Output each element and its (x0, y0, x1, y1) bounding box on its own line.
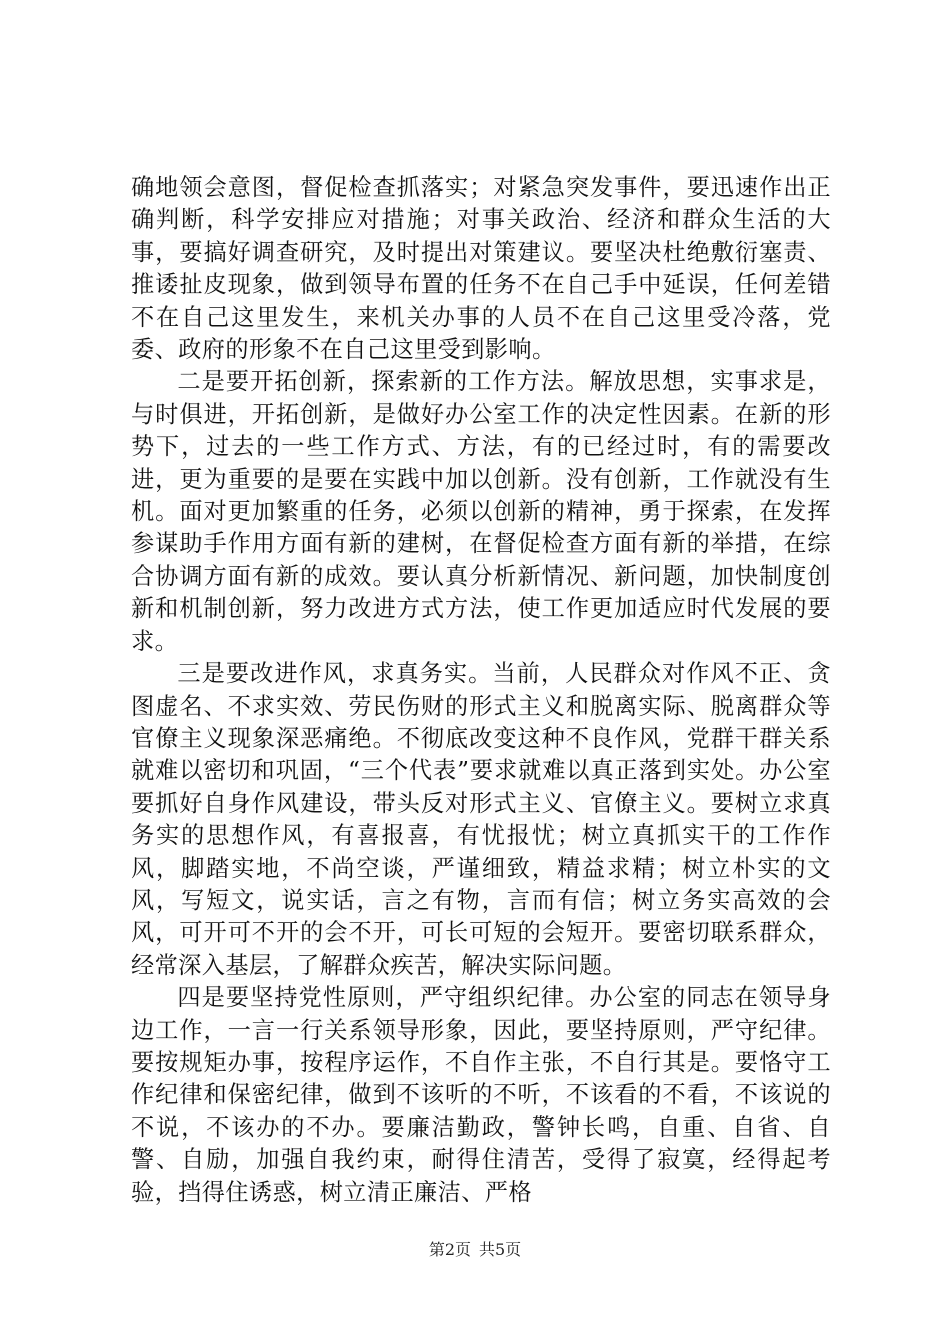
paragraph-continued: 确地领会意图，督促检查抓落实；对紧急突发事件，要迅速作出正确判断，科学安排应对措施；对事关政治、经济和群众生活的大事，要搞好调查研究，及时提出对策建议。要坚决杜绝敷衍塞责、推诿扯皮现象，做到领导布置的任务不在自己手中延误，任何差错不在自己这里发生，来机关办事的人员不在自己这里受冷落，党委、政府的形象不在自己这里受到影响。 (131, 174, 831, 364)
paragraph-work-style: 三是要改进作风，求真务实。当前，人民群众对作风不正、贪图虚名、不求实效、劳民伤财的形式主义和脱离实际、脱离群众等官僚主义现象深恶痛绝。不彻底改变这种不良作风，党群干群关系就难以密切和巩固，“三个代表”要求就难以真正落到实处。办公室要抓好自身作风建设，带头反对形式主义、官僚主义。要树立求真务实的思想作风，有喜报喜，有忧报忧；树立真抓实干的工作作风，脚踏实地，不尚空谈，严谨细致，精益求精；树立朴实的文风，写短文，说实话，言之有物，言而有信；树立务实高效的会风，可开可不开的会不开，可长可短的会短开。要密切联系群众，经常深入基层，了解群众疾苦，解决实际问题。 (131, 660, 831, 979)
page-footer (0, 1240, 950, 1260)
page-number: 第2页 (428, 1240, 471, 1259)
paragraph-discipline: 四是要坚持党性原则，严守组织纪律。办公室的同志在领导身边工作，一言一行关系领导形象，因此，要坚持原则，严守纪律。要按规矩办事，按程序运作，不自作主张，不自行其是。要恪守工作纪律和保密纪律，做到不该听的不听，不该看的不看，不该说的不说，不该办的不办。要廉洁勤政，警钟长鸣，自重、自省、自警、自励，加强自我约束，耐得住清苦，受得了寂寞，经得起考验，挡得住诱惑，树立清正廉洁、严格 (131, 984, 831, 1206)
document-body (131, 172, 831, 1209)
page-total: 共5页 (479, 1240, 522, 1259)
paragraph-innovation: 二是要开拓创新，探索新的工作方法。解放思想，实事求是，与时俱进，开拓创新，是做好办公室工作的决定性因素。在新的形势下，过去的一些工作方式、方法，有的已经过时，有的需要改进，更为重要的是要在实践中加以创新。没有创新，工作就没有生机。面对更加繁重的任务，必须以创新的精神，勇于探索，在发挥参谋助手作用方面有新的建树，在督促检查方面有新的举措，在综合协调方面有新的成效。要认真分析新情况、新问题，加快制度创新和机制创新，努力改进方式方法，使工作更加适应时代发展的要求。 (131, 368, 831, 655)
